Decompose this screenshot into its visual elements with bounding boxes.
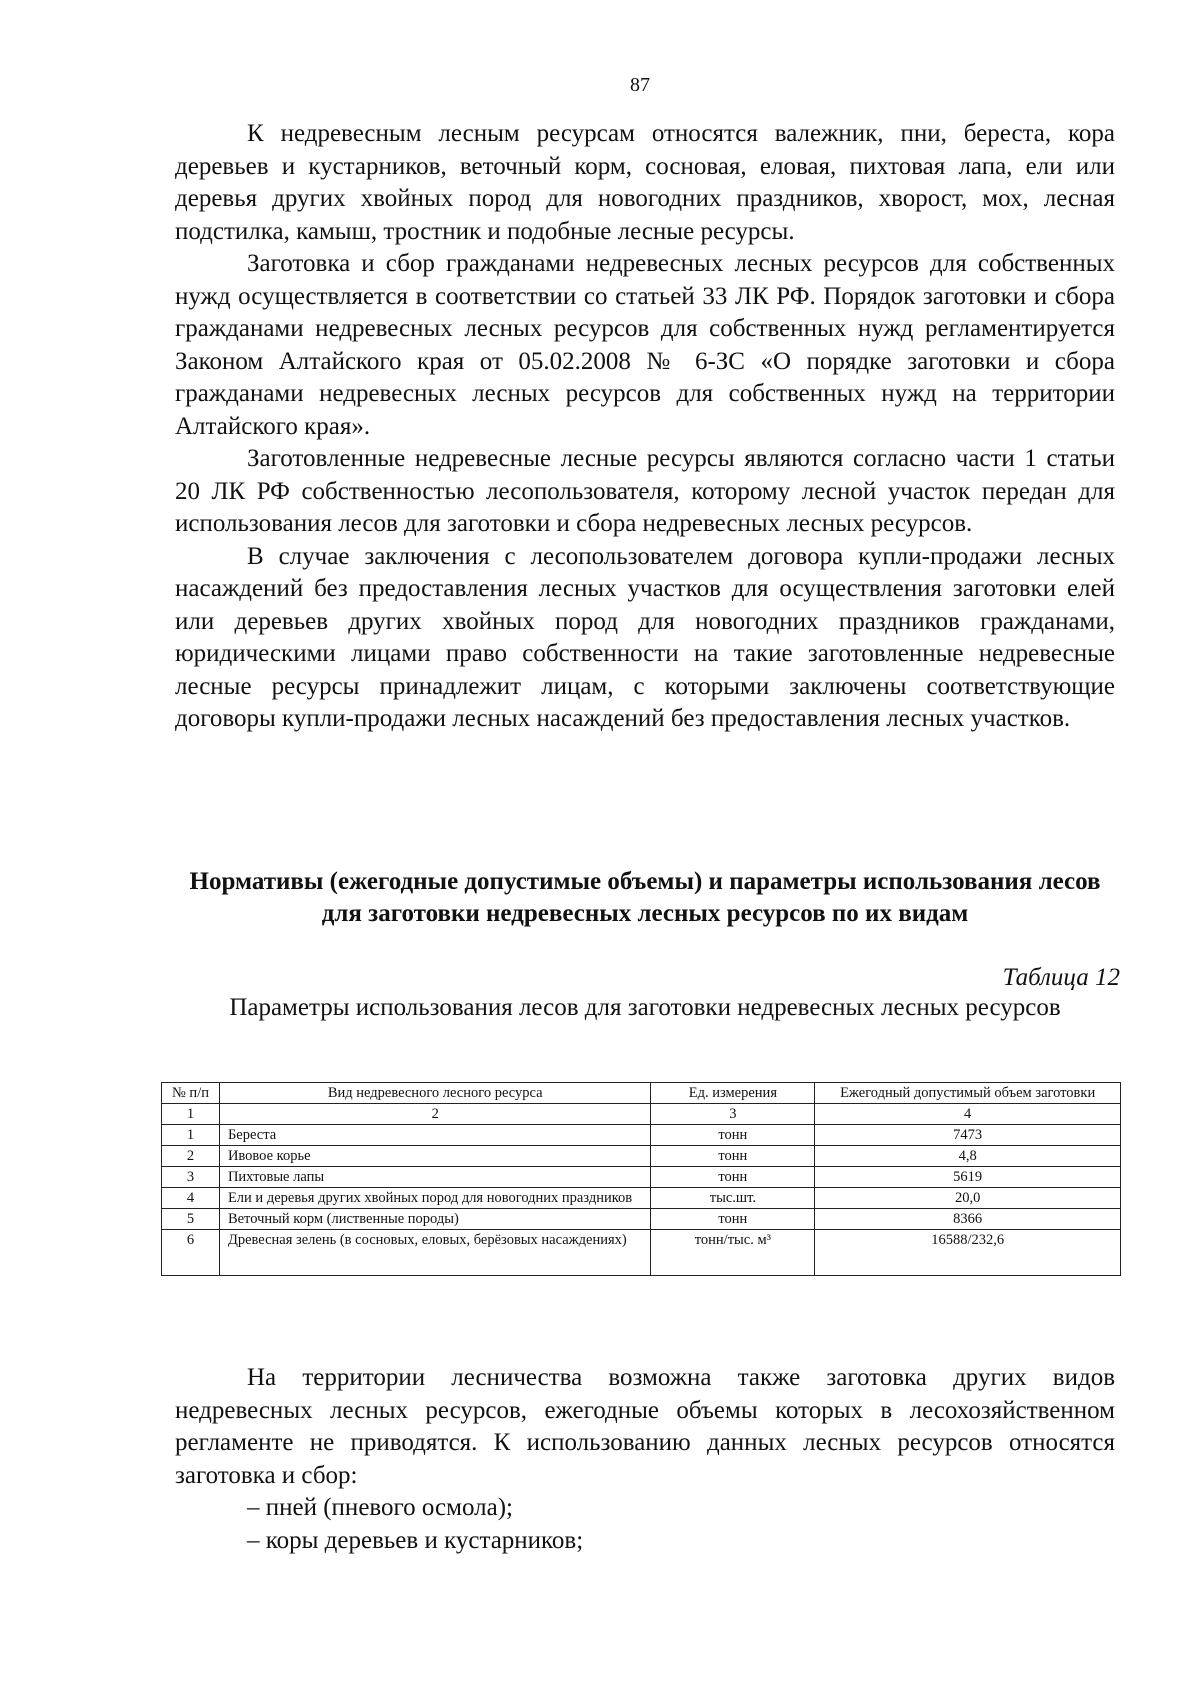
paragraph: К недревесным лесным ресурсам относятся валежник, пни, береста, кора деревьев и кустарников, веточный корм, сосновая, еловая, пихтовая лапа, ели или деревья других хвойных пород для новогодних праздников, хворост, мох, лесная подстилка, камыш, тростник и подобные лесные ресурсы. (175, 120, 1115, 245)
list-item: – пней (пневого осмола); (247, 1494, 513, 1521)
bullet-list (175, 1492, 1115, 1557)
volume-cell: 5619 (815, 1167, 1121, 1188)
body-text (175, 118, 1115, 736)
table-row (162, 1230, 1121, 1276)
table-label: Таблица 12 (1002, 964, 1120, 991)
section-heading: Нормативы (ежегодные допустимые объемы) и параметры использования лесов для заготовки недревесных лесных ресурсов по их видам (189, 868, 1101, 927)
volume-cell: 4,8 (815, 1146, 1121, 1167)
table-row (162, 1146, 1121, 1167)
unit-cell: тонн (651, 1125, 815, 1146)
resource-cell: Веточный корм (лиственные породы) (219, 1209, 650, 1230)
resource-cell: Древесная зелень (в сосновых, еловых, берёзовых насаждениях) (219, 1230, 650, 1276)
table-caption: Параметры использования лесов для заготовки недревесных лесных ресурсов (229, 994, 1061, 1021)
table-header-cell: Ежегодный допустимый объем заготовки (815, 1083, 1121, 1104)
resources-table (161, 1082, 1121, 1276)
column-number-cell: 3 (651, 1104, 815, 1125)
resource-cell: Пихтовые лапы (219, 1167, 650, 1188)
resource-cell: Береста (219, 1125, 650, 1146)
unit-cell: тыс.шт. (651, 1188, 815, 1209)
table-row (162, 1125, 1121, 1146)
volume-cell: 16588/232,6 (815, 1230, 1121, 1276)
unit-cell: тонн (651, 1146, 815, 1167)
paragraph: Заготовленные недревесные лесные ресурсы являются согласно части 1 статьи 20 ЛК РФ собственностью лесопользователя, которому лесной участок передан для использования лесов для заготовки и сбора недревесных лесных ресурсов. (175, 445, 1115, 537)
page-number: 87 (630, 74, 650, 96)
row-number-cell: 4 (162, 1188, 220, 1209)
row-number-cell: 5 (162, 1209, 220, 1230)
row-number-cell: 1 (162, 1125, 220, 1146)
paragraph: На территории лесничества возможна также заготовка других видов недревесных лесных ресурсов, ежегодные объемы которых в лесохозяйственном регламенте не приводятся. К использованию данных лесных ресурсов относятся заготовка и сбор: (175, 1364, 1115, 1489)
row-number-cell: 3 (162, 1167, 220, 1188)
row-number-cell: 6 (162, 1230, 220, 1276)
unit-cell: тонн (651, 1209, 815, 1230)
table-header-cell: № п/п (162, 1083, 220, 1104)
resource-cell: Ивовое корье (219, 1146, 650, 1167)
table-column-numbers-row (162, 1104, 1121, 1125)
table-header-cell: Вид недревесного лесного ресурса (219, 1083, 650, 1104)
column-number-cell: 2 (219, 1104, 650, 1125)
table-header-row (162, 1083, 1121, 1104)
row-number-cell: 2 (162, 1146, 220, 1167)
unit-cell: тонн (651, 1167, 815, 1188)
table-row (162, 1188, 1121, 1209)
table-row (162, 1209, 1121, 1230)
list-item: – коры деревьев и кустарников; (247, 1526, 584, 1554)
table-row (162, 1167, 1121, 1188)
paragraph: В случае заключения с лесопользователем договора купли-продажи лесных насаждений без предоставления лесных участков для осуществления заготовки елей или деревьев других хвойных пород для новогодних праздников гражданами, юридическими лицами право собственности на такие заготовленные недревесные лесные ресурсы принадлежит лицам, с которыми заключены соответствующие договоры купли-продажи лесных насаждений без предоставления лесных участков. (175, 542, 1115, 732)
bottom-text (175, 1362, 1115, 1557)
volume-cell: 8366 (815, 1209, 1121, 1230)
paragraph: Заготовка и сбор гражданами недревесных лесных ресурсов для собственных нужд осуществляется в соответствии со статьей 33 ЛК РФ. Порядок заготовки и сбора гражданами недревесных лесных ресурсов для собственных нужд регламентируется Законом Алтайского края от 05.02.2008 № 6-ЗС «О порядке заготовки и сбора гражданами недревесных лесных ресурсов для собственных нужд на территории Алтайского края». (175, 250, 1115, 440)
volume-cell: 7473 (815, 1125, 1121, 1146)
table-header-cell: Ед. измерения (651, 1083, 815, 1104)
unit-cell: тонн/тыс. м³ (651, 1230, 815, 1276)
column-number-cell: 1 (162, 1104, 220, 1125)
column-number-cell: 4 (815, 1104, 1121, 1125)
resource-cell: Ели и деревья других хвойных пород для новогодних праздников (219, 1188, 650, 1209)
volume-cell: 20,0 (815, 1188, 1121, 1209)
